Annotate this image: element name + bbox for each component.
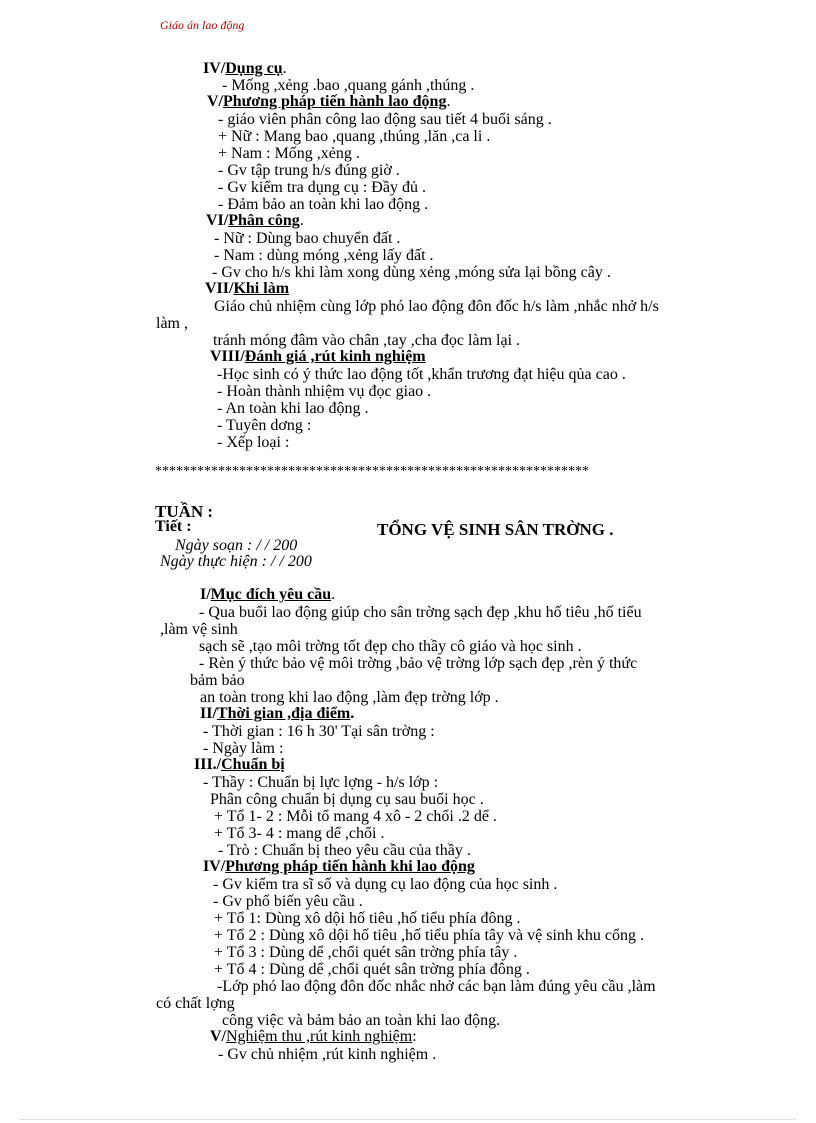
- text-line: tránh móng đâm vào chân ,tay ,cha đọc làm lại .: [213, 332, 521, 349]
- text-line: công việc và bảm bảo an toàn khi lao động.: [222, 1012, 501, 1029]
- text-line: - Thời gian : 16 h 30' Tại sân trờng :: [203, 723, 435, 740]
- text-line: + Tổ 1- 2 : Mỗi tổ mang 4 xô - 2 chổi .2 dể .: [214, 808, 497, 825]
- text-line: - Nam : dùng móng ,xẻng lấy đất .: [214, 247, 434, 264]
- text-line: - Gv kiểm tra dụng cụ : Đầy đủ .: [218, 179, 426, 196]
- text-line: - Thầy : Chuẩn bị lực lợng - h/s lớp :: [203, 774, 439, 791]
- text-line: - Nữ : Dùng bao chuyển đất .: [214, 230, 401, 247]
- text-line: - Trò : Chuẩn bị theo yêu cầu của thầy .: [218, 842, 471, 859]
- text-line: + Tổ 1: Dùng xô dội hố tiêu ,hố tiểu phía đông .: [214, 910, 521, 927]
- separator-line: **************************************************************: [155, 464, 589, 479]
- page-footer-divider: [20, 1119, 796, 1120]
- section-heading-assignment: VI/Phân công.: [206, 212, 304, 229]
- section-heading-method: V/Phương pháp tiến hành lao động.: [207, 93, 451, 110]
- text-line: + Tổ 3- 4 : mang dể ,chổi .: [214, 825, 385, 842]
- text-line: + Tổ 2 : Dùng xô dội hố tiêu ,hố tiểu phía tây và vệ sinh khu cổng .: [214, 927, 645, 944]
- text-line: -Lớp phó lao động đôn đốc nhắc nhở các bạn làm đúng yêu cầu ,làm: [217, 978, 656, 995]
- text-line: + Nữ : Mang bao ,quang ,thúng ,lăn ,ca li .: [218, 128, 491, 145]
- text-line: - Gv cho h/s khi làm xong dùng xẻng ,móng sửa lại bồng cây .: [212, 264, 611, 281]
- text-line: - Qua buổi lao động giúp cho sân trờng sạch đẹp ,khu hố tiêu ,hố tiểu: [199, 604, 642, 621]
- lesson-title: TỔNG VỆ SINH SÂN TRỜNG .: [377, 520, 614, 539]
- lesson-label: Tiết :: [155, 518, 192, 535]
- text-line: Phân công chuẩn bị dụng cụ sau buổi học .: [210, 791, 484, 808]
- text-line: -Học sinh có ý thức lao động tốt ,khẩn trương đạt hiệu qủa cao .: [217, 366, 626, 383]
- section-heading-time-place: II/Thời gian ,địa điểm.: [200, 705, 355, 722]
- text-line: - Ngày làm :: [203, 740, 284, 757]
- text-line: làm ,: [156, 315, 188, 332]
- text-line: - Mống ,xẻng .bao ,quang gánh ,thúng .: [222, 77, 475, 94]
- section-heading-evaluation: VIII/Đánh giá ,rút kinh nghiệm: [210, 348, 426, 365]
- section-heading-acceptance: V/Nghiệm thu ,rút kinh nghiệm:: [210, 1028, 417, 1045]
- text-line: - Xếp loại :: [217, 434, 290, 451]
- text-line: + Tổ 3 : Dùng dể ,chổi quét sân trờng phía tây .: [214, 944, 518, 961]
- text-line: - Đảm bảo an toàn khi lao động .: [218, 196, 429, 213]
- text-line: ,làm vệ sinh: [160, 621, 238, 638]
- text-line: Giáo chủ nhiệm cùng lớp phó lao động đôn đốc h/s làm ,nhắc nhở h/s: [214, 298, 659, 315]
- text-line: - Gv chủ nhiệm ,rút kinh nghiệm .: [218, 1046, 437, 1063]
- text-line: - Gv phổ biến yêu cầu .: [213, 893, 363, 910]
- section-heading-tools: IV/Dụng cụ.: [203, 60, 287, 77]
- text-line: + Tổ 4 : Dùng dể ,chổi quét sân trờng phía đông .: [214, 961, 530, 978]
- section-heading-work-method: IV/Phương pháp tiến hành khi lao động: [203, 858, 475, 875]
- section-heading-when-working: VII/Khi làm: [205, 280, 290, 297]
- execution-date: Ngày thực hiện : / / 200: [160, 553, 312, 570]
- text-line: - Gv tập trung h/s đúng giờ .: [218, 162, 400, 179]
- prepared-date: Ngày soạn : / / 200: [175, 537, 298, 554]
- text-line: sạch sẽ ,tạo môi trờng tốt đẹp cho thầy cô giáo và học sinh .: [199, 638, 582, 655]
- text-line: - Rèn ý thức bảo vệ môi trờng ,bảo vệ trờng lớp sạch đẹp ,rèn ý thức: [199, 655, 638, 672]
- week-label: TUẦN :: [155, 502, 214, 521]
- text-line: + Nam : Mống ,xẻng .: [218, 145, 360, 162]
- text-line: bảm bảo: [190, 672, 245, 689]
- section-heading-purpose: I/Mục đích yêu cầu.: [200, 586, 336, 603]
- text-line: - Tuyên dơng :: [217, 417, 312, 434]
- text-line: - Hoàn thành nhiệm vụ đọc giao .: [217, 383, 432, 400]
- text-line: có chất lợng: [156, 995, 235, 1012]
- section-heading-preparation: III./Chuẩn bị: [194, 756, 285, 773]
- text-line: - An toàn khi lao động .: [217, 400, 369, 417]
- text-line: - giáo viên phân công lao động sau tiết 4 buổi sáng .: [218, 111, 552, 128]
- text-line: - Gv kiểm tra sĩ số và dụng cụ lao động của học sinh .: [213, 876, 558, 893]
- text-line: an toàn trong khi lao động ,làm đẹp trờng lớp .: [200, 689, 499, 706]
- document-header-title: Giáo án lao động: [160, 18, 245, 32]
